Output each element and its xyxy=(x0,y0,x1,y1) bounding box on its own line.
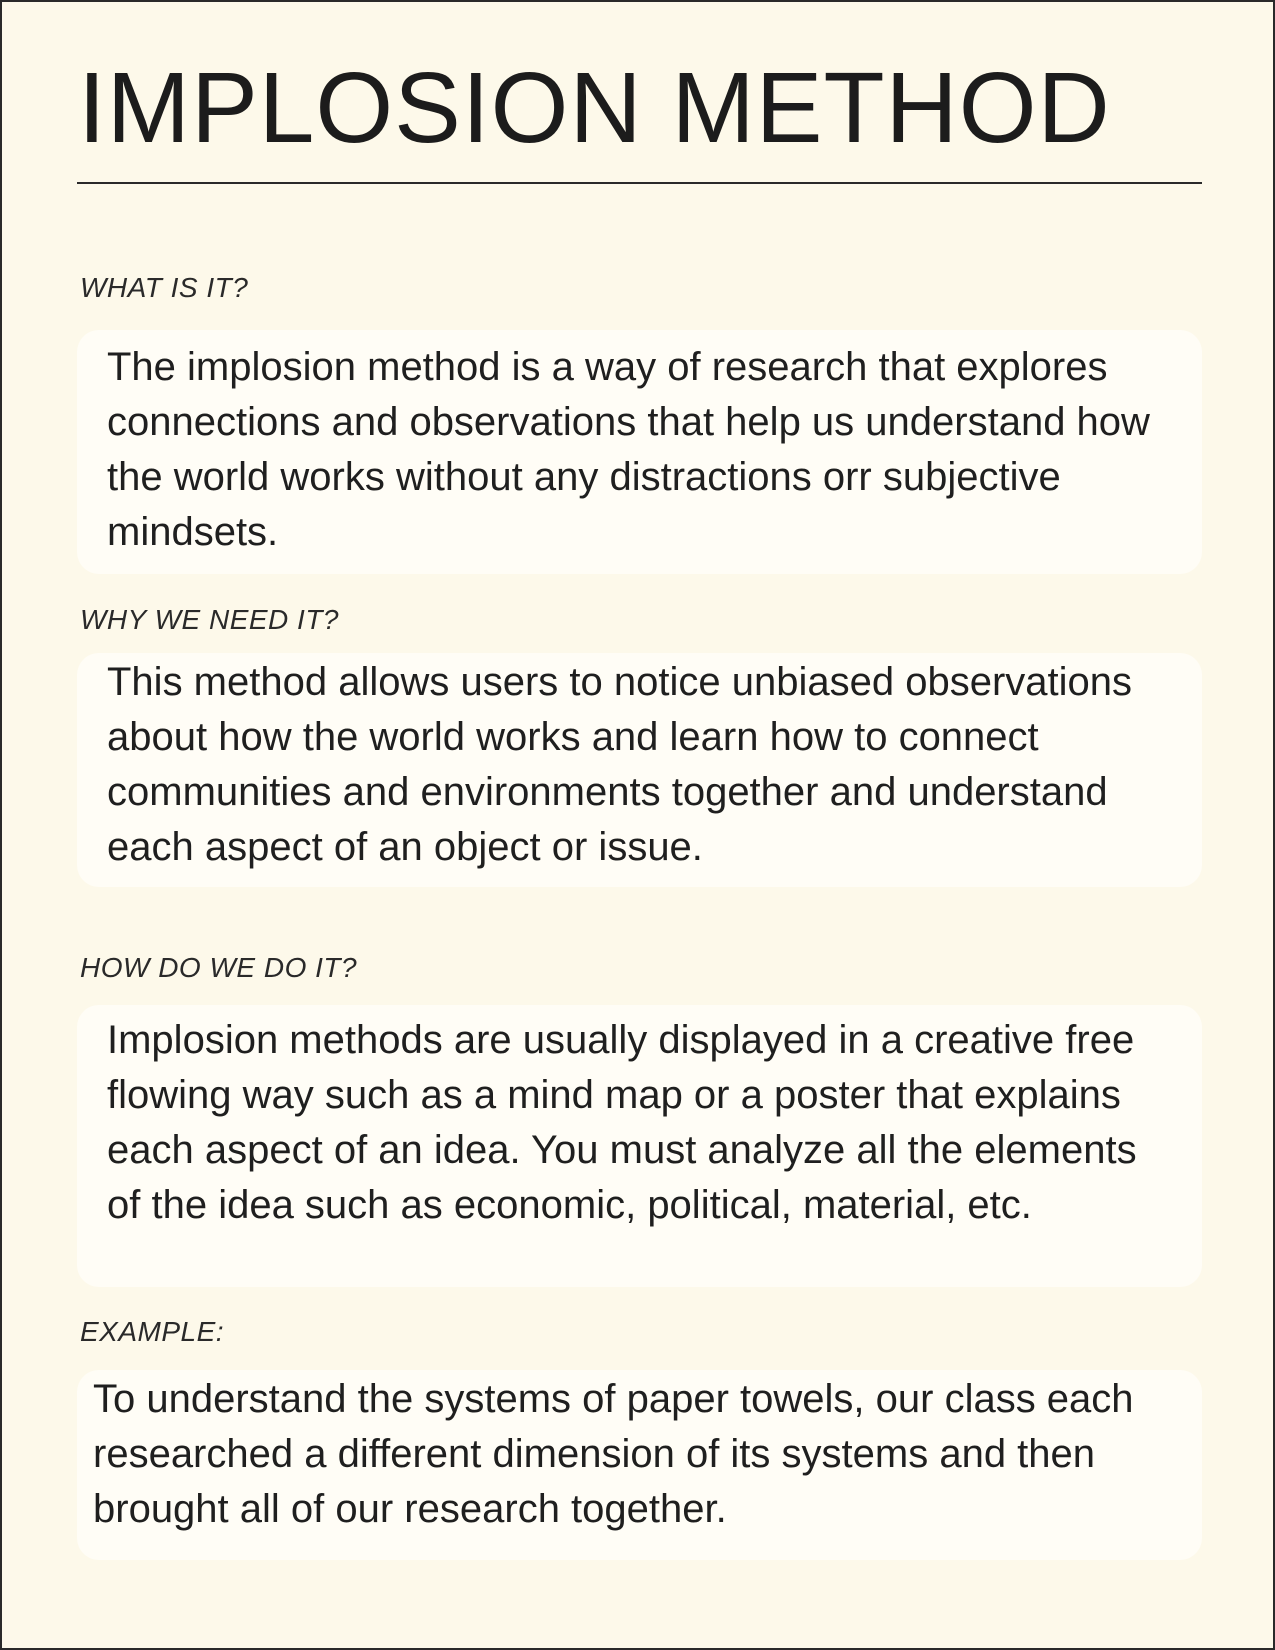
page-title: IMPLOSION METHOD xyxy=(78,52,1111,164)
section-label-how-do-we-do-it: HOW DO WE DO IT? xyxy=(80,952,358,983)
section-label-what-is-it: WHAT IS IT? xyxy=(80,272,249,303)
section-card-why-we-need-it xyxy=(77,653,1202,887)
section-card-what-is-it xyxy=(77,330,1202,574)
title-divider xyxy=(77,182,1202,184)
section-body-how-do-we-do-it: Implosion methods are usually displayed in a creative free flowing way such as a mind map or a poster that explains each aspect of an idea. You must analyze all the elements of the idea such as economic, political, material, etc. xyxy=(107,1018,1137,1227)
section-card-example xyxy=(77,1370,1202,1560)
section-body-why-we-need-it: This method allows users to notice unbiased observations about how the world works and learn how to connect communities and environments together and understand each aspect of an object or issue. xyxy=(107,660,1132,869)
section-body-what-is-it: The implosion method is a way of research that explores connections and observations that help us understand how the world works without any distractions orr subjective mindsets. xyxy=(107,345,1150,554)
section-card-how-do-we-do-it xyxy=(77,1005,1202,1287)
section-body-example: To understand the systems of paper towels, our class each researched a different dimension of its systems and then brought all of our research together. xyxy=(93,1377,1134,1531)
section-label-example: EXAMPLE: xyxy=(80,1316,225,1347)
section-label-why-we-need-it: WHY WE NEED IT? xyxy=(80,604,340,635)
